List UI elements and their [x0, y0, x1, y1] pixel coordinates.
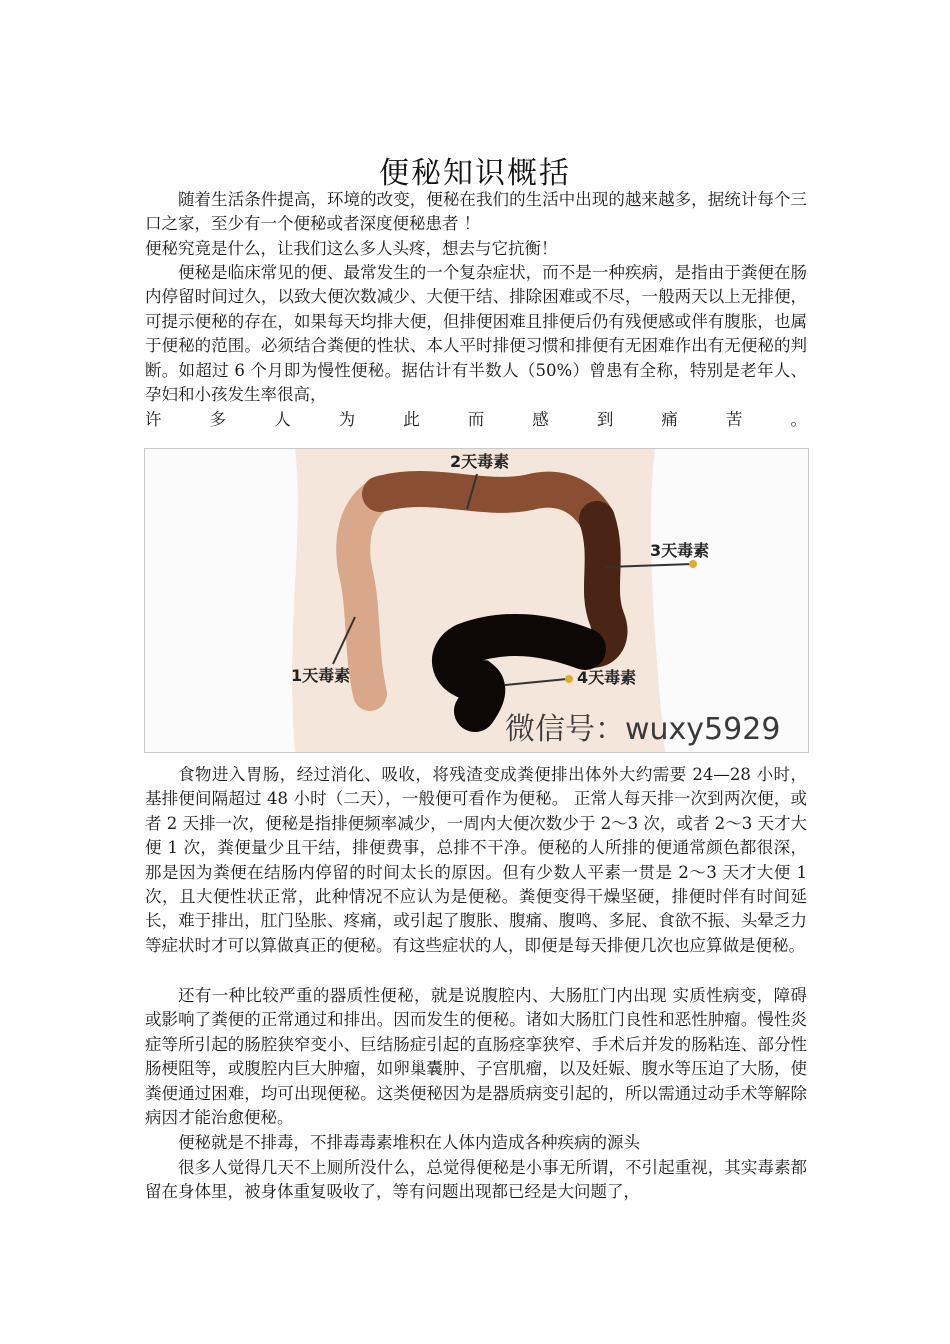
body-paragraph-3: 便秘就是不排毒，不排毒毒素堆积在人体内造成各种疾病的源头	[178, 1133, 640, 1152]
watermark: 微信号：wuxy5929	[505, 712, 781, 747]
label-day3: 3天毒素	[650, 541, 710, 560]
intro-paragraph-3: 便秘是临床常见的便、最常发生的一个复杂症状，而不是一种疾病，是指由于粪便在肠内停留时间过久，以致大便次数减少、大便干结、排除困难或不尽，一般两天以上无排便，可提示便秘的存在，如果每天均排大便，但排便困难且排便后仍有残便感或伴有腹胀，也属于便秘的范围。必须结合粪便的性状、本人平时排便习惯和排便有无困难作出有无便秘的判断。如超过 6 个月即为慢性便秘。据估计有半数人（50%）曾患有全称，特别是老年人、孕妇和小孩发生率很高，	[145, 263, 807, 405]
body-paragraph-1: 食物进入胃肠，经过消化、吸收，将残渣变成粪便排出体外大约需要 24—28 小时，基排便间隔超过 48 小时（二天），一般便可看作为便秘。 正常人每天排一次到两次便，或者 2 天排一次，便秘是指排便频率减少，一周内大便次数少于 2～3 次，或者 2～3 天才大便 1 次，粪便量少且干结，排便费事，总排不干净。便秘的人所排的便通常颜色都很深，那是因为粪便在结肠内停留的时间太长的原因。但有少数人平素一贯是 2～3 天才大便 1 次，且大便性状正常，此种情况不应认为是便秘。粪便变得干燥坚硬，排便时伴有时间延长，难于排出，肛门坠胀、疼痛，或引起了腹胀、腹痛、腹鸣、多屁、食欲不振、头晕乏力等症状时才可以算做真正的便秘。有这些症状的人，即便是每天排便几次也应算做是便秘。	[145, 765, 807, 955]
colon-diagram	[145, 449, 808, 752]
body-paragraph-4: 很多人觉得几天不上厕所没什么，总觉得便秘是小事无所谓，不引起重视，其实毒素都留在身体里，被身体重复吸收了，等有问题出现都已经是大问题了，	[145, 1158, 807, 1202]
label-dot-day3	[689, 560, 697, 568]
page-title: 便秘知识概括	[379, 156, 571, 192]
label-dot-day4	[565, 675, 573, 683]
label-day2: 2天毒素	[450, 452, 510, 471]
colon-toxin-illustration	[144, 448, 809, 753]
intro-paragraph-3-last-line: 许多人为此而感到痛苦。	[145, 410, 807, 429]
intro-paragraph-2: 便秘究竟是什么，让我们这么多人头疼，想去与它抗衡！	[145, 239, 558, 258]
body-paragraph-2: 还有一种比较严重的器质性便秘，就是说腹腔内、大肠肛门内出现 实质性病变，障碍或影响了粪便的正常通过和排出。因而发生的便秘。诸如大肠肛门良性和恶性肿瘤。慢性炎症等所引起的肠腔狭窄变小、巨结肠症引起的直肠痉挛狭窄、手术后并发的肠粘连、部分性肠梗阻等，或腹腔内巨大肿瘤，如卵巢囊肿、子宫肌瘤，以及妊娠、腹水等压迫了大肠，使粪便通过困难，均可出现便秘。这类便秘因为是器质病变引起的，所以需通过动手术等解除病因才能治愈便秘。	[145, 986, 807, 1128]
label-day4: 4天毒素	[577, 668, 637, 687]
label-day1: 1天毒素	[291, 666, 351, 685]
intro-paragraph-1: 随着生活条件提高，环境的改变，便秘在我们的生活中出现的越来越多，据统计每个三口之家，至少有一个便秘或者深度便秘患者 ！	[145, 190, 807, 234]
